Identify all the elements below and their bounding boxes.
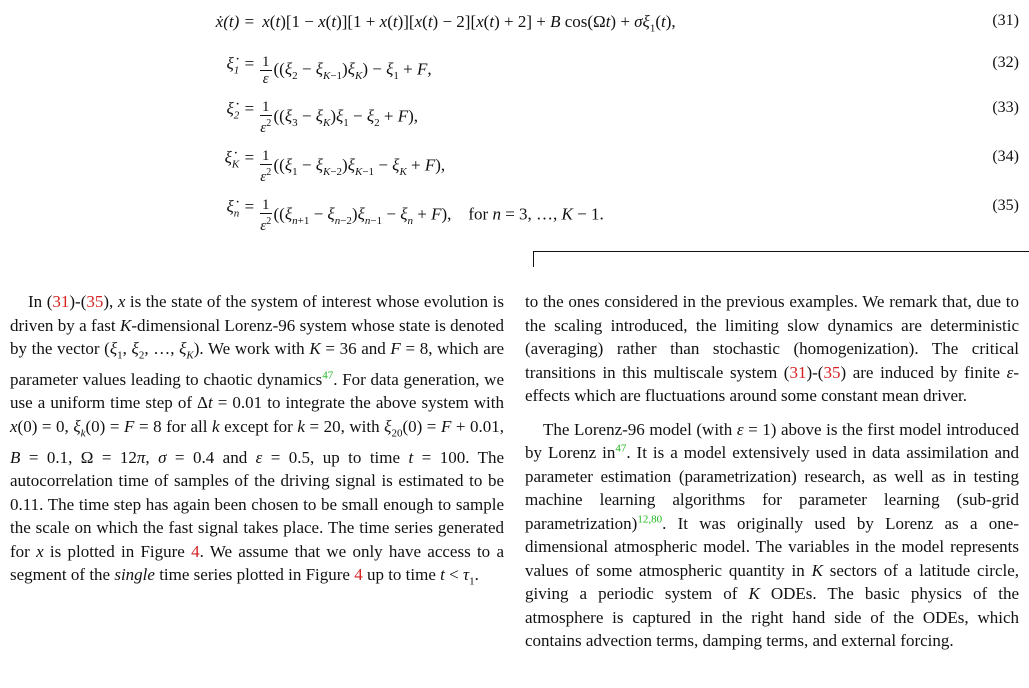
equation-35 bbox=[0, 193, 1029, 234]
paragraph: to the ones considered in the previous examples. We remark that, due to the scaling introduced, the limiting slow dynamics are deterministic (averaging) rather than stochastic (homogenization). The critical transitions in this multiscale system (31)-(35) are induced by finite ε-effects which are fluctuations around some constant mean driver. bbox=[525, 292, 1019, 405]
paragraph: The Lorenz-96 model (with ε = 1) above is the first model introduced by Lorenz in$^{47}$. It is a model extensively used in data assimilation and parameter estimation (parametrization) research, as well as in testing machine learning algorithms for parameter learning (sub-grid parametrization)$^{12,80}$. It was originally used by Lorenz as a one-dimensional atmospheric model. The variables in the model represents values of some atmospheric quantity in K sectors of a latitude circle, giving a periodic system of K ODEs. The basic physics of the atmosphere is captured in the right hand side of the ODEs, which contains advection terms, damping terms, and external forcing. bbox=[525, 419, 1020, 650]
paragraph: In (31)-(35), x is the state of the system of interest whose evolution is driven by a fast K-dimensional Lorenz-96 system whose state is denoted by the vector ($\xi_1$, $\xi_2$, …, $\xi_K$). We work with K = 36 and F = 8, which are parameter values leading to chaotic dynamics$^{47}$. For data generation, we use a uniform time step of Δt = 0.01 to integrate the above system with x(0) = 0, $\xi_k(0) = F = 8$ for all k except for k = 20, with $\xi_{20}(0) = F + 0.01$, B = 0.1, Ω = 12π, σ = 0.4 and ε = 0.5, up to time t = 100. The autocorrelation time of samples of the driving signal is estimated to be 0.11. The time step has again been chosen to be small enough to sample the scale on which the fast signal takes place. The time series generated for x is plotted in Figure 4. We assume that we only have access to a segment of the single time series plotted in Figure 4 up to time $t < \tau_1$. bbox=[10, 292, 505, 588]
equation-rhs: $\frac{1}{\varepsilon}$ $((\xi_2 - \xi_{K-1})\xi_K) - \xi_1 + F$, bbox=[262, 54, 432, 87]
column-rule-tick bbox=[533, 251, 534, 267]
equation-number: (34) bbox=[992, 148, 1019, 165]
left-column bbox=[10, 290, 504, 594]
citation-link[interactable]: 47 bbox=[615, 442, 627, 455]
equation-lhs: $\xi̇_1$ = bbox=[226, 54, 255, 77]
equation-number: (35) bbox=[992, 197, 1019, 214]
equation-31 bbox=[0, 8, 1029, 38]
equation-rhs: $\frac{1}{\varepsilon^2}$ $((\xi_1 - \xi_{K-2})\xi_{K-1} - \xi_K + F)$, bbox=[260, 148, 446, 185]
equation-32 bbox=[0, 50, 1029, 87]
right-column bbox=[525, 290, 1019, 653]
equation-rhs: $\frac{1}{\varepsilon^2}$ $((\xi_{n+1} - \xi_{n-2})\xi_{n-1} - \xi_n + F)$, for n = 3, …, K − 1. bbox=[260, 197, 604, 234]
equation-number: (33) bbox=[992, 99, 1019, 116]
equation-ref[interactable]: 31 bbox=[52, 292, 70, 311]
equation-rhs: x(t)[1 − x(t)][1 + x(t)][x(t) − 2][x(t) + 2] + B $\cos(\Omega t) + \sigma\xi_1(t)$, bbox=[262, 12, 676, 35]
citation-link[interactable]: 80 bbox=[651, 512, 663, 525]
equation-34 bbox=[0, 144, 1029, 185]
equation-number: (31) bbox=[992, 12, 1019, 29]
citation-link[interactable]: 47 bbox=[322, 369, 334, 382]
citation-link[interactable]: 12 bbox=[637, 512, 649, 525]
equation-lhs: ẋ(t) = bbox=[215, 12, 255, 31]
equation-number: (32) bbox=[992, 54, 1019, 71]
equation-ref[interactable]: 35 bbox=[86, 292, 104, 311]
figure-ref[interactable]: 4 bbox=[191, 541, 200, 561]
equation-ref[interactable]: 31 bbox=[789, 362, 807, 382]
column-rule bbox=[533, 251, 1029, 252]
equation-lhs: $\xi̇_2$ = bbox=[226, 99, 255, 122]
equation-rhs: $\frac{1}{\varepsilon^2}$ $((\xi_3 - \xi_K)\xi_1 - \xi_2 + F)$, bbox=[260, 99, 419, 136]
figure-ref[interactable]: 4 bbox=[354, 565, 363, 585]
equation-33 bbox=[0, 95, 1029, 136]
equation-lhs: $\xi̇_K$ = bbox=[224, 148, 255, 171]
equation-ref[interactable]: 35 bbox=[823, 362, 841, 382]
equation-lhs: $\xi̇_n$ = bbox=[226, 197, 255, 220]
